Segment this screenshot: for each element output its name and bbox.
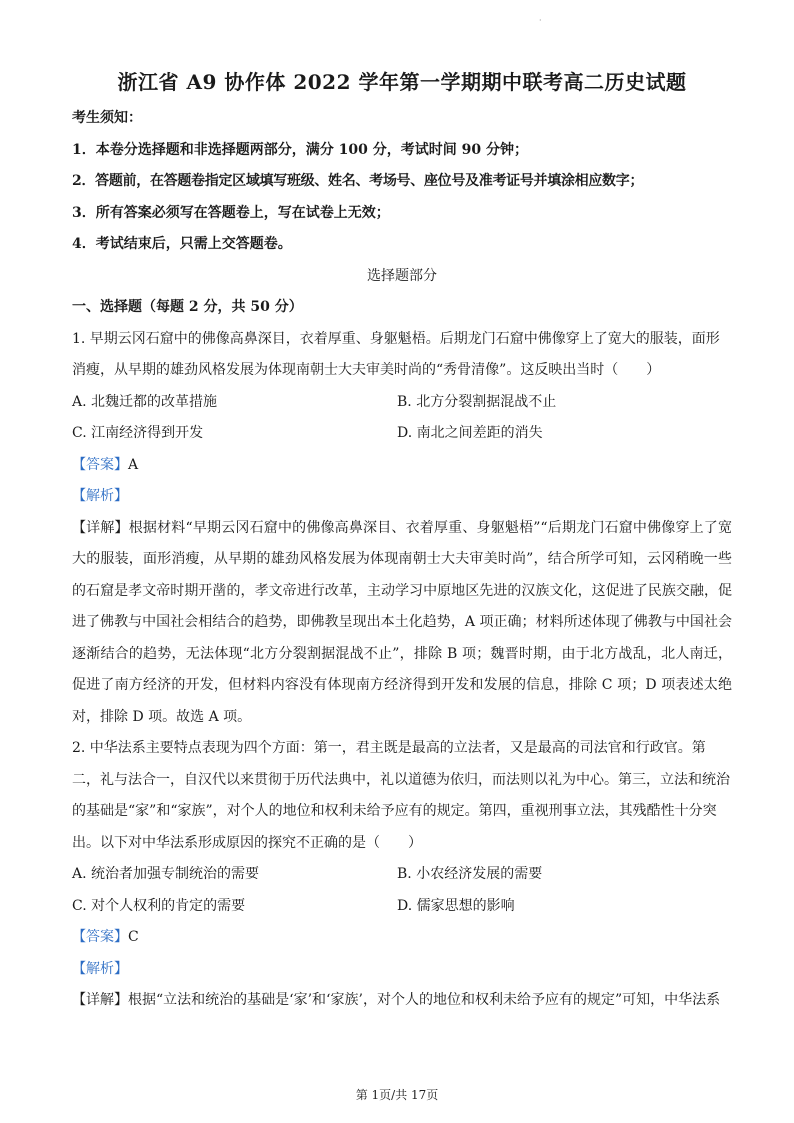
- notice-item: 3．所有答案必须写在答题卷上，写在试卷上无效；: [72, 204, 390, 221]
- detail-text: 根据“立法和统治的基础是‘家’和‘家族’，对个人的地位和权利未给予应有的规定”可知，中华法系: [128, 992, 721, 1008]
- answer-value: A: [128, 456, 139, 473]
- notice-heading: 考生须知：: [72, 110, 142, 126]
- answer-tag: 【答案】: [72, 456, 128, 473]
- question-2-options-row-1: [72, 859, 732, 891]
- answer-tag: 【答案】: [72, 929, 128, 945]
- detail-text: 根据材料“早期云冈石窟中的佛像高鼻深目、衣着厚重、身躯魁梧”“后期龙门石窟中佛像穿上了宽大的服装，面形消瘦，从早期的雄劲风格发展为体现南朝士大夫审美时尚”，结合所学可知，云冈稍晚一些的石窟是孝文帝时期开凿的，孝文帝进行改革，主动学习中原地区先进的汉族文化，这促进了民族交融，促进了佛教与中国社会相结合的趋势，即佛教呈现出本土化趋势，A 项正确；材料所述体现了佛教与中国社会逐渐结合的趋势，无法体现“北方分裂割据混战不止”，排除 B 项；魏晋时期，由于北方战乱，北人南迁，促进了南方经济的开发，但材料内容没有体现南方经济得到开发和发展的信息，排除 C 项；D 项表述太绝对，排除 D 项。故选 A 项。: [72, 519, 732, 725]
- question-2-option-c: C. 对个人权利的肯定的需要: [72, 897, 246, 914]
- question-1-detail: [72, 513, 732, 734]
- question-2-stem: 2. 中华法系主要特点表现为四个方面：第一，君主既是最高的立法者，又是最高的司法官和行政官。第二，礼与法合一，自汉代以来贯彻于历代法典中，礼以道德为依归，而法则以礼为中心。第三，立法和统治的基础是“家”和“家族”，对个人的地位和权利未给予应有的规定。第四，重视刑事立法，其残酷性十分突出。以下对中华法系形成原因的探究不正确的是（ ）: [72, 740, 730, 851]
- notice-item: 1．本卷分选择题和非选择题两部分，满分 100 分，考试时间 90 分钟；: [72, 141, 528, 158]
- exam-page: [72, 66, 732, 1017]
- scan-mark: ·: [539, 16, 542, 25]
- detail-tag: 【详解】: [72, 519, 129, 536]
- analysis-tag: 【解析】: [72, 488, 128, 504]
- question-2-detail: [72, 985, 732, 1017]
- question-1-options-row-1: [72, 387, 732, 419]
- notice-item: 2．答题前，在答题卷指定区域填写班级、姓名、考场号、座位号及准考证号并填涂相应数字；: [72, 173, 644, 189]
- question-1-options-row-2: [72, 418, 732, 450]
- question-2-answer: [72, 922, 732, 954]
- page-title: 浙江省 A9 协作体 2022 学年第一学期期中联考高二历史试题: [117, 70, 687, 94]
- question-1-option-c: C. 江南经济得到开发: [72, 425, 204, 441]
- section-title: 一、选择题（每题 2 分，共 50 分）: [72, 299, 303, 315]
- detail-tag: 【详解】: [72, 992, 128, 1008]
- question-1-option-b: B. 北方分裂割据混战不止: [397, 393, 557, 410]
- question-2-option-a: A. 统治者加强专制统治的需要: [72, 866, 260, 882]
- part-title: 选择题部分: [367, 267, 437, 284]
- question-1-analysis: [72, 481, 732, 513]
- question-1-option-d: D. 南北之间差距的消失: [397, 425, 543, 441]
- question-2-option-d: D. 儒家思想的影响: [397, 897, 515, 914]
- notice-item: 4．考试结束后，只需上交答题卷。: [72, 236, 292, 252]
- answer-value: C: [128, 929, 139, 945]
- question-1-stem: 1. 早期云冈石窟中的佛像高鼻深目，衣着厚重、身躯魁梧。后期龙门石窟中佛像穿上了宽大的服装，面形消瘦，从早期的雄劲风格发展为体现南朝士大夫审美时尚的“秀骨清像”。这反映出当时（ ）: [72, 330, 720, 378]
- question-2-option-b: B. 小农经济发展的需要: [397, 866, 543, 882]
- question-2-analysis: [72, 954, 732, 986]
- question-1-option-a: A. 北魏迁都的改革措施: [72, 393, 218, 410]
- question-2-options-row-2: [72, 891, 732, 923]
- analysis-tag: 【解析】: [72, 960, 128, 977]
- question-1-answer: [72, 450, 732, 482]
- page-footer: 第 1页/共 17页: [355, 1088, 439, 1102]
